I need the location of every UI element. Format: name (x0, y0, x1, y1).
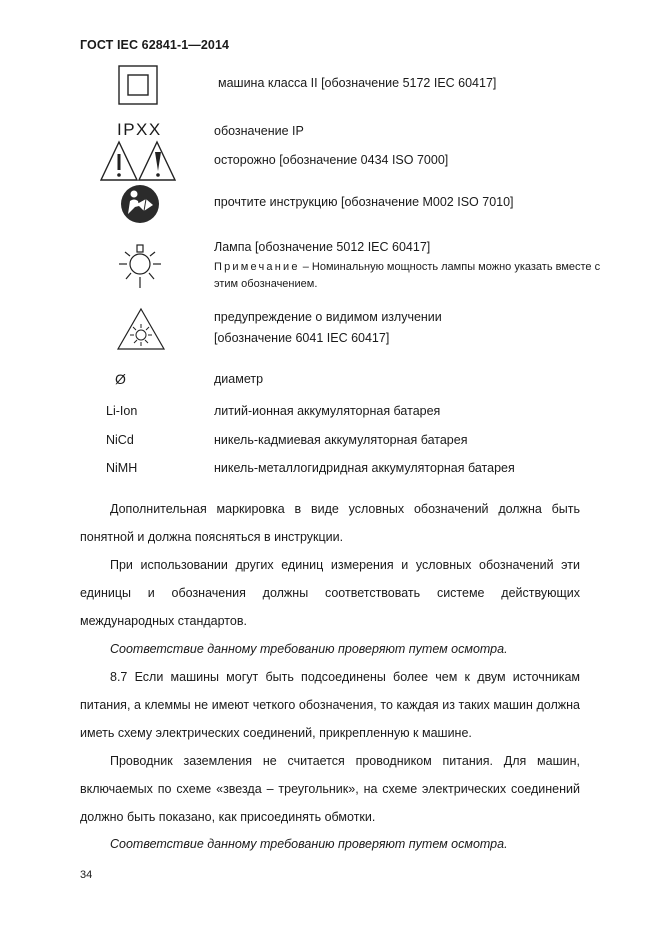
symbol-label-lamp: Лампа [обозначение 5012 IEC 60417] (214, 240, 431, 254)
diameter-symbol: Ø (115, 371, 126, 387)
document-header: ГОСТ IEC 62841-1—2014 (80, 38, 230, 52)
read-manual-icon (120, 184, 160, 224)
paragraph-8-7: 8.7 Если машины могут быть подсоединены более чем к двум источникам питания, а клеммы не имеют четкого обозначения, то каждая из таких машин должна иметь схему электрических соединений, прикрепленную к машине. (80, 670, 580, 740)
caution-triangles-icon (100, 140, 176, 182)
paragraph-additional-marking: Дополнительная маркировка в виде условных обозначений должна быть понятной и должна поясняться в инструкции. (80, 502, 580, 544)
symbol-label-diameter: диаметр (214, 372, 264, 386)
visible-radiation-warning-icon (116, 307, 166, 351)
symbol-label-class-ii: машина класса II [обозначение 5172 IEC 60417] (218, 76, 497, 90)
double-square-icon (117, 64, 159, 106)
symbol-label-ip: обозначение IP (214, 124, 304, 138)
symbol-label-liion: литий-ионная аккумуляторная батарея (214, 404, 441, 418)
paragraph-earth-conductor: Проводник заземления не считается проводником питания. Для машин, включаемых по схеме «звезда – треугольник», на схеме электрических соединений должно быть показано, как присоединять обмотки. (80, 754, 580, 824)
battery-code-nicd: NiCd (106, 433, 134, 447)
page-number: 34 (80, 869, 93, 881)
battery-code-nimh: NiMH (106, 461, 138, 475)
symbol-label-radiation-1: предупреждение о видимом излучении (214, 310, 442, 324)
symbol-label-caution: осторожно [обозначение 0434 ISO 7000] (214, 153, 449, 167)
lamp-note (214, 259, 609, 293)
note-prefix: Примечание (214, 261, 300, 273)
paragraph-compliance-1: Соответствие данному требованию проверяют путем осмотра. (110, 642, 508, 656)
symbol-label-radiation-2: [обозначение 6041 IEC 60417] (214, 331, 390, 345)
paragraph-other-units: При использовании других единиц измерения и условных обозначений эти единицы и обозначения должны соответствовать системе действующих международных стандартов. (80, 558, 580, 628)
battery-code-liion: Li-Ion (106, 404, 138, 418)
symbol-label-read-manual: прочтите инструкцию [обозначение M002 ISO 7010] (214, 195, 514, 209)
lamp-icon (115, 242, 165, 292)
paragraph-compliance-2: Соответствие данному требованию проверяют путем осмотра. (110, 837, 508, 851)
symbol-label-nimh: никель-металлогидридная аккумуляторная батарея (214, 461, 515, 475)
symbol-label-nicd: никель-кадмиевая аккумуляторная батарея (214, 433, 468, 447)
ipxx-symbol: IPXX (117, 120, 162, 139)
note-text: – Номинальную мощность лампы можно указать вместе с этим обозначением. (214, 261, 601, 290)
